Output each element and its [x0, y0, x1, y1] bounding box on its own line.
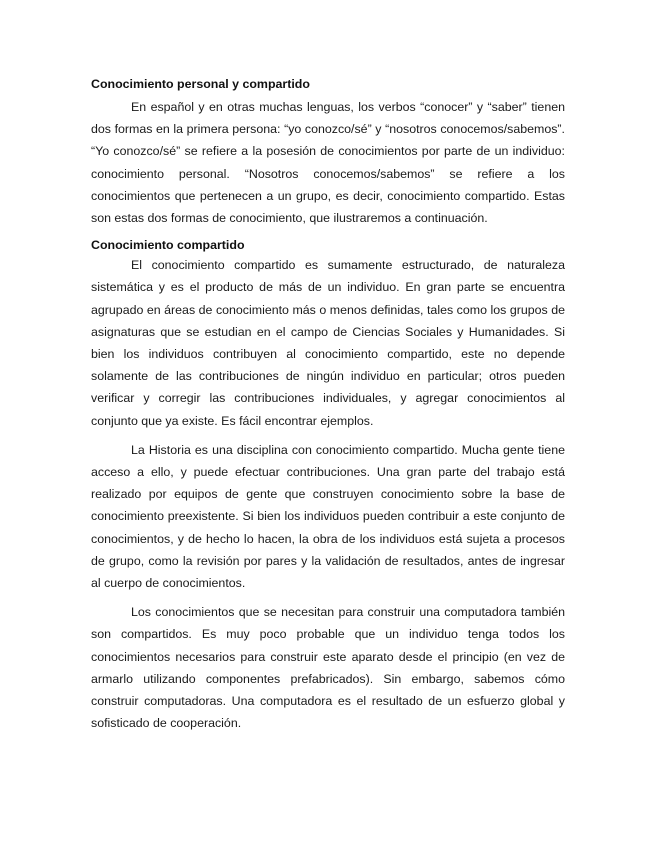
- section-heading-compartido: Conocimiento compartido: [91, 238, 245, 253]
- section-heading-personal-compartido: Conocimiento personal y compartido: [91, 77, 310, 91]
- paragraph-computers: Los conocimientos que se necesitan para construir una computadora también son compartidos. Es muy poco probable que un individuo tenga todos los conocimientos necesarios para construir este aparato desde el principio (en vez de armarlo utilizando componentes prefabricados). Sin embargo, sabemos cómo construir computadoras. Una computadora es el resultado de un esfuerzo global y sofisticado de cooperación.: [91, 605, 565, 731]
- document-body: [91, 75, 565, 734]
- paragraph-history: La Historia es una disciplina con conocimiento compartido. Mucha gente tiene acceso a ello, y puede efectuar contribuciones. Una gran parte del trabajo está realizado por equipos de gente que construyen conocimiento sobre la base de conocimiento preexistente. Si bien los individuos pueden contribuir a este conjunto de conocimientos, y de hecho lo hacen, la obra de los individuos está sujeta a procesos de grupo, como la revisión por pares y la validación de resultados, antes de ingresar al cuerpo de conocimientos.: [91, 442, 565, 591]
- paragraph-intro: En español y en otras muchas lenguas, los verbos “conocer” y “saber” tienen dos formas en la primera persona: “yo conozco/sé” y “nosotros conocemos/sabemos”. “Yo conozco/sé” se refiere a la posesión de conocimientos por parte de un individuo: conocimiento personal. “Nosotros conocemos/sabemos” se refiere a los conocimientos que pertenecen a un grupo, es decir, conocimiento compartido. Estas son estas dos formas de conocimiento, que ilustraremos a continuación.: [91, 100, 565, 226]
- paragraph-shared-knowledge: El conocimiento compartido es sumamente estructurado, de naturaleza sistemática y es el producto de más de un individuo. En gran parte se encuentra agrupado en áreas de conocimiento más o menos definidas, tales como los grupos de asignaturas que se estudian en el campo de Ciencias Sociales y Humanidades. Si bien los individuos contribuyen al conocimiento compartido, este no depende solamente de las contribuciones de ningún individuo en particular; otros pueden verificar y corregir las contribuciones individuales, y agregar conocimientos al conjunto que ya existe. Es fácil encontrar ejemplos.: [91, 258, 565, 428]
